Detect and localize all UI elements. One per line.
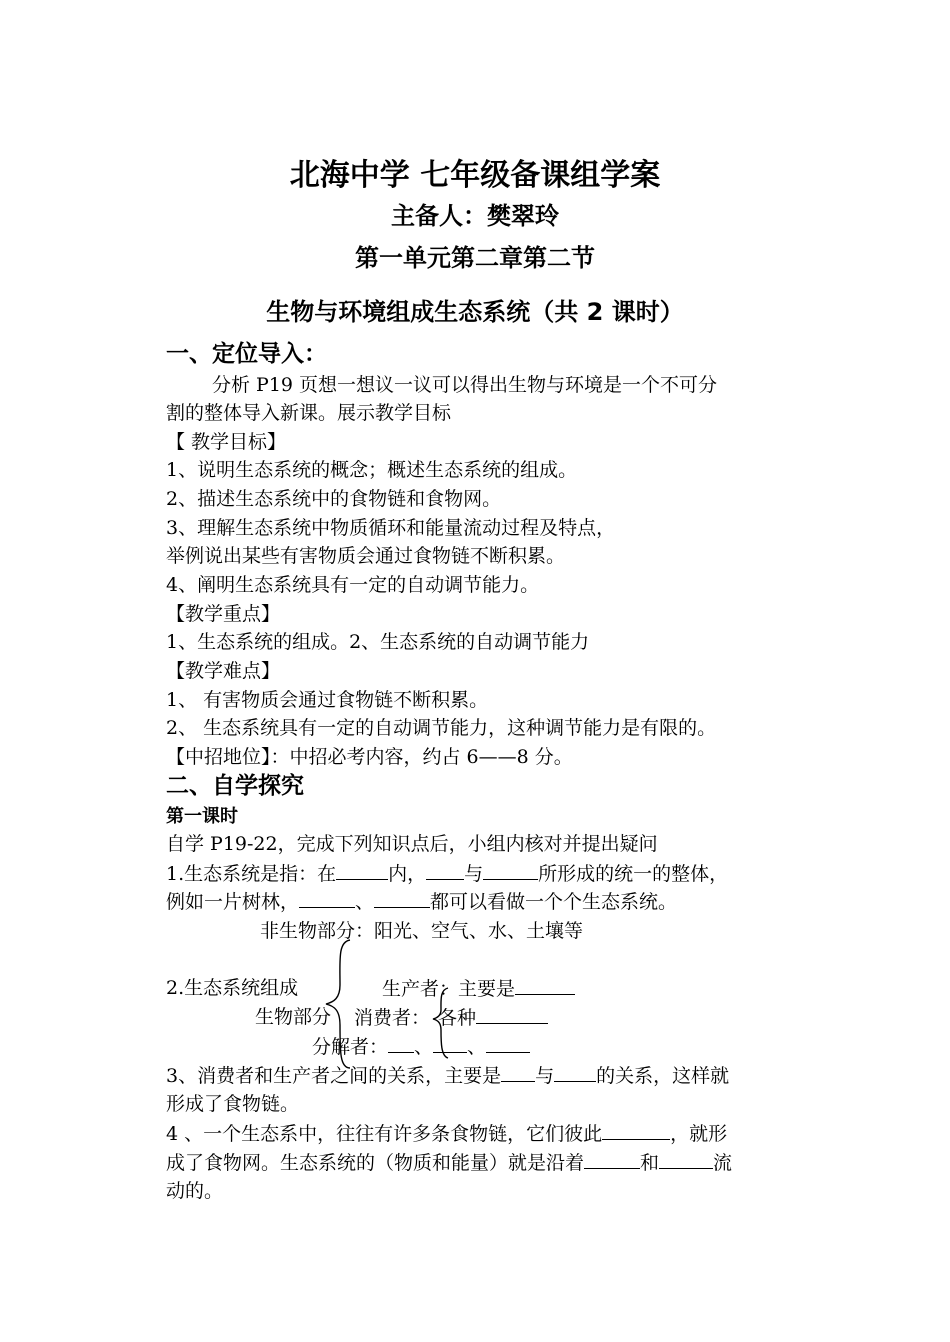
question-3-line-1 bbox=[166, 1061, 806, 1090]
question-3-line-2: 形成了食物链。 bbox=[166, 1093, 300, 1115]
school-title: 北海中学 七年级备课组学案 bbox=[289, 158, 661, 193]
intro-line-2: 割的整体导入新课。展示教学目标 bbox=[166, 402, 452, 424]
consumer-kind: 各种 bbox=[438, 1007, 477, 1029]
q3-blank-1[interactable] bbox=[501, 1061, 535, 1082]
goal-4: 4、阐明生态系统具有一定的自动调节能力。 bbox=[166, 574, 540, 596]
difficulty-2: 2、 生态系统具有一定的自动调节能力，这种调节能力是有限的。 bbox=[166, 717, 717, 739]
decomposer-sep-1: 、 bbox=[414, 1036, 434, 1058]
q3-blank-2[interactable] bbox=[554, 1061, 596, 1082]
q3-text-c: 的关系，这样就 bbox=[596, 1065, 730, 1087]
nonliving-part: 非生物部分：阳光、空气、水、土壤等 bbox=[260, 920, 584, 942]
q4-text-a: 4 、一个生态系中，往往有许多条食物链，它们彼此 bbox=[166, 1123, 603, 1145]
q4-blank-3[interactable] bbox=[659, 1148, 713, 1169]
outer-brace bbox=[326, 940, 350, 1068]
q1-text-d: 所形成的统一的整体， bbox=[538, 863, 729, 885]
goal-2: 2、描述生态系统中的食物链和食物网。 bbox=[166, 488, 502, 510]
section1-heading: 一、定位导入： bbox=[166, 341, 327, 367]
intro-line-1: 分析 P19 页想一想议一议可以得出生物与环境是一个不可分 bbox=[212, 374, 718, 396]
section2-heading: 二、自学探究 bbox=[166, 773, 304, 799]
q4-text-c: 成了食物网。生态系统的（物质和能量）就是沿着 bbox=[166, 1152, 585, 1174]
question-4-line-3: 动的。 bbox=[166, 1180, 224, 1202]
preparer-line: 主备人：樊翠玲 bbox=[391, 202, 559, 230]
living-part: 生物部分 bbox=[255, 1006, 332, 1028]
decomposer-sep-2: 、 bbox=[467, 1036, 487, 1058]
exam-status: 【中招地位】：中招必考内容，约占 6——8 分。 bbox=[166, 746, 573, 768]
goals-label: 【 教学目标】 bbox=[166, 431, 287, 453]
topic-title: 生物与环境组成生态系统（共 2 课时） bbox=[266, 298, 684, 326]
unit-line: 第一单元第二章第二节 bbox=[355, 244, 595, 272]
q1-text-a: 1.生态系统是指：在 bbox=[166, 863, 337, 885]
q1-text-e: 例如一片树林， bbox=[166, 891, 300, 913]
key-label: 【教学重点】 bbox=[166, 603, 281, 625]
goal-1: 1、说明生态系统的概念；概述生态系统的组成。 bbox=[166, 459, 578, 481]
difficulty-label: 【教学难点】 bbox=[166, 660, 281, 682]
q3-text-a: 3、消费者和生产者之间的关系，主要是 bbox=[166, 1065, 502, 1087]
q4-text-b: ，就形 bbox=[670, 1123, 728, 1145]
question-4-line-1 bbox=[166, 1119, 806, 1148]
q1-text-g: 都可以看做一个个生态系统。 bbox=[430, 891, 678, 913]
decomposer-text: 分解者： bbox=[312, 1036, 389, 1058]
producer-text: 生产者：主要是 bbox=[382, 978, 516, 1000]
q4-blank-2[interactable] bbox=[584, 1148, 640, 1169]
q4-text-e: 流 bbox=[713, 1152, 733, 1174]
key-point-1: 1、生态系统的组成。2、生态系统的自动调节能力 bbox=[166, 631, 590, 653]
q1-text-b: 内， bbox=[388, 863, 427, 885]
goal-3b: 举例说出某些有害物质会通过食物链不断积累。 bbox=[166, 545, 566, 567]
composition-label: 2.生态系统组成 bbox=[166, 977, 299, 999]
consumer-text: 消费者： bbox=[354, 1007, 431, 1029]
inner-brace bbox=[433, 988, 448, 1058]
study-instruction: 自学 P19-22，完成下列知识点后，小组内核对并提出疑问 bbox=[166, 833, 658, 855]
q3-text-b: 与 bbox=[535, 1065, 555, 1087]
q1-text-c: 与 bbox=[464, 863, 484, 885]
difficulty-1: 1、 有害物质会通过食物链不断积累。 bbox=[166, 689, 489, 711]
question-4-line-2 bbox=[166, 1148, 806, 1177]
q4-blank-1[interactable] bbox=[602, 1119, 670, 1140]
q1-text-f: 、 bbox=[355, 891, 375, 913]
goal-3a: 3、理解生态系统中物质循环和能量流动过程及特点， bbox=[166, 517, 616, 539]
q4-text-d: 和 bbox=[640, 1152, 660, 1174]
lesson-label: 第一课时 bbox=[166, 806, 238, 827]
